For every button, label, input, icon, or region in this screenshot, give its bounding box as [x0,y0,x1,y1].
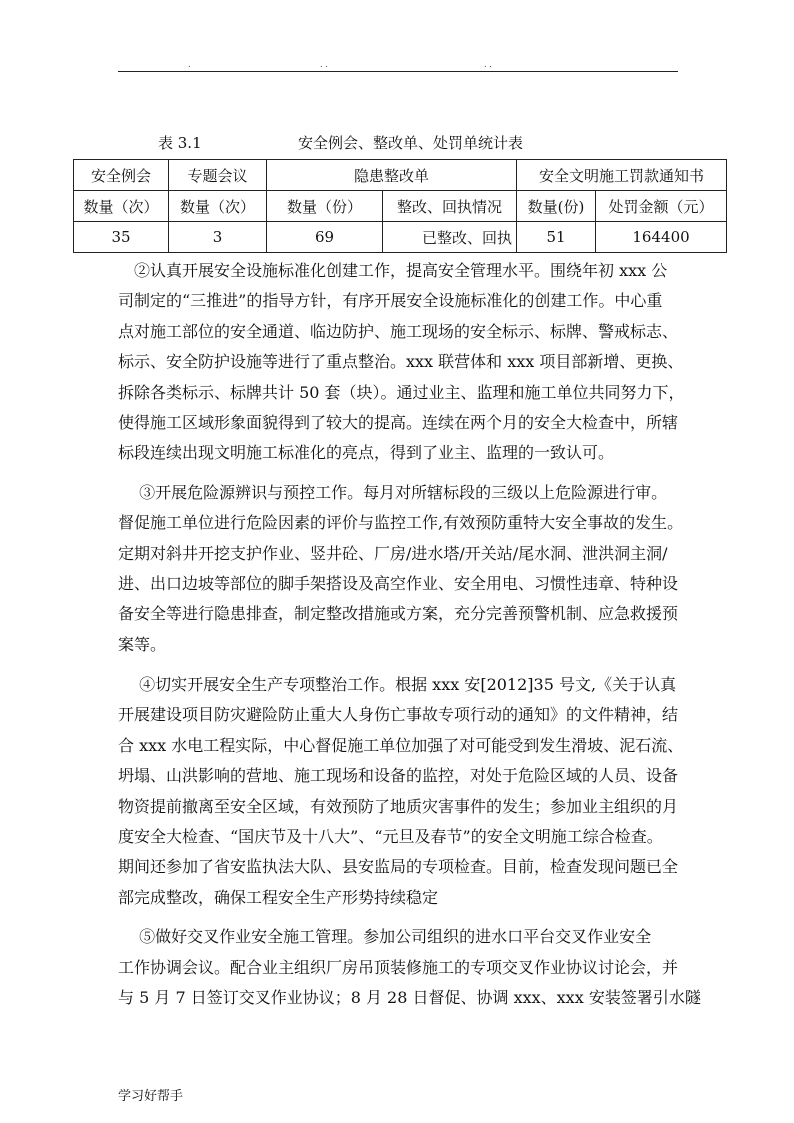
text-line: 备安全等进行隐患排查，制定整改措施或方案，充分完善预警机制、应急救援预 [118,604,679,624]
text-line: 与 5 月 7 日签订交叉作业协议；8 月 28 日督促、协调 xxx、xxx 安装签署引水隧 [118,987,701,1007]
header-cell: 隐患整改单 [267,160,517,191]
text-line: 点对施工部位的安全通道、临边防护、施工现场的安全标示、标牌、警戒标志、 [118,321,679,341]
subheader-cell: 数量（份） [267,191,383,222]
table-row [74,222,727,253]
table-cell: 已整改、回执 [383,222,517,253]
paragraph-gap [118,469,684,478]
text-line: 度安全大检查、“国庆节及十八大”、“元旦及春节”的安全文明施工综合检查。 [118,827,663,847]
table-number: 表 3.1 [158,134,202,152]
body-text [118,256,701,1013]
text-line: 督促施工单位进行危险因素的评价与监控工作,有效预防重特大安全事故的发生。 [118,513,684,533]
paragraph-gap [118,660,684,670]
table-cell: 69 [267,222,383,253]
header-mark: . [188,60,191,69]
header-rule [118,71,678,72]
text-line: 进、出口边坡等部位的脚手架搭设及高空作业、安全用电、习惯性违章、特种设 [118,573,679,593]
subheader-cell: 数量(份) [517,191,596,222]
text-line: 司制定的“三推进”的指导方针，有序开展安全设施标准化的创建工作。中心重 [118,291,663,311]
table-header-row [74,160,727,191]
table-caption [0,132,794,154]
subheader-cell: 数量（次） [169,191,267,222]
text-line: ③开展危险源辨识与预控工作。每月对所辖标段的三级以上危险源进行审。 [118,482,668,502]
text-line: ②认真开展安全设施标准化创建工作，提高安全管理水平。围绕年初 xxx 公 [118,261,668,280]
text-line: 坍塌、山洪影响的营地、施工现场和设备的监控，对处于危险区域的人员、设备 [118,766,679,786]
table-subheader-row [74,191,727,222]
subheader-cell: 处罚金额（元） [596,191,727,222]
text-line: ④切实开展安全生产专项整治工作。根据 xxx 安[2012]35 号文,《关于认真 [118,675,677,695]
text-line: 物资提前撤离至安全区域，有效预防了地质灾害事件的发生；参加业主组织的月 [118,796,679,816]
header-mark: . . [320,60,328,69]
text-line: 工作协调会议。配合业主组织厂房吊顶装修施工的专项交叉作业协议讨论会，并 [118,957,679,977]
subheader-cell: 数量（次） [74,191,169,222]
table-cell: 35 [74,222,169,253]
table-cell: 164400 [596,222,727,253]
text-line: 定期对斜井开挖支护作业、竖井砼、厂房/进水塔/开关站/尾水洞、泄洪洞主洞/ [118,543,668,563]
text-line: 合 xxx 水电工程实际，中心督促施工单位加强了对可能受到发生滑坡、泥石流、 [118,735,684,755]
table-cell: 3 [169,222,267,253]
header-marks [118,60,678,70]
text-line: ⑤做好交叉作业安全施工管理。参加公司组织的进水口平台交叉作业安全 [118,927,652,947]
paragraph [118,256,684,469]
header-cell: 安全文明施工罚款通知书 [517,160,727,191]
paragraph [118,922,701,1013]
paragraph [118,670,684,913]
subheader-cell: 整改、回执情况 [383,191,517,222]
header-cell: 专题会议 [169,160,267,191]
text-line: 标段连续出现文明施工标准化的亮点，得到了业主、监理的一致认可。 [118,443,615,463]
text-line: 拆除各类标示、标牌共计 50 套（块）。通过业主、监理和施工单位共同努力下， [118,382,685,402]
table-cell: 51 [517,222,596,253]
text-line: 案等。 [118,634,167,654]
table-title: 安全例会、整改单、处罚单统计表 [298,134,524,152]
text-line: 部完成整改，确保工程安全生产形势持续稳定 [118,887,439,907]
paragraph [118,478,684,660]
text-line: 标示、安全防护设施等进行了重点整治。xxx 联营体和 xxx 项目部新增、更换、 [118,352,684,372]
header-mark: . . [484,60,492,69]
paragraph-gap [118,913,684,922]
header-cell: 安全例会 [74,160,169,191]
text-line: 使得施工区域形象面貌得到了较大的提高。连续在两个月的安全大检查中，所辖 [118,412,679,432]
text-line: 期间还参加了省安监执法大队、县安监局的专项检查。目前，检查发现问题已全 [118,857,679,877]
footer-text: 学习好帮手 [118,1089,184,1104]
text-line: 开展建设项目防灾避险防止重大人身伤亡事故专项行动的通知》的文件精神，结 [118,705,679,725]
statistics-table [73,159,727,253]
